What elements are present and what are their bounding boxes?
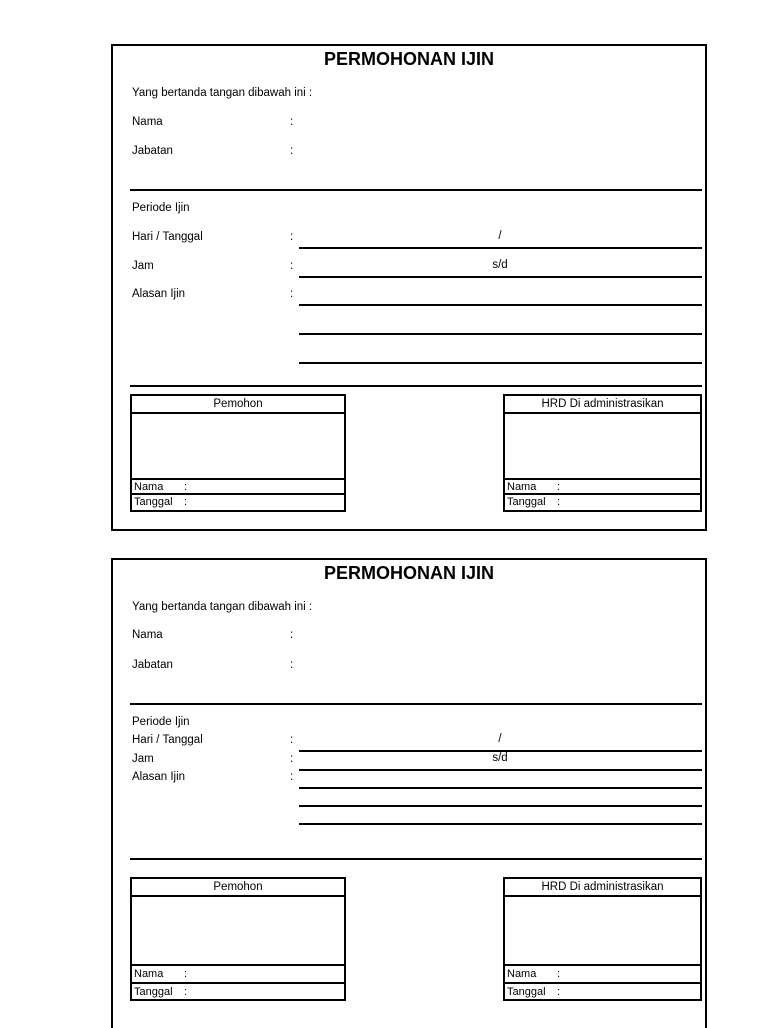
pemohon-signature-box <box>130 877 346 1001</box>
alasan-field-line-2[interactable] <box>299 805 702 807</box>
jam-colon: : <box>290 753 294 765</box>
jam-label: Jam <box>132 260 154 272</box>
hari-colon: : <box>290 734 294 746</box>
section-divider <box>130 385 702 387</box>
jabatan-label: Jabatan <box>132 659 173 671</box>
pemohon-title: Pemohon <box>132 396 344 414</box>
pemohon-title: Pemohon <box>132 879 344 897</box>
jabatan-colon: : <box>290 145 294 157</box>
alasan-field-line-1[interactable] <box>299 304 702 306</box>
hrd-tanggal-row <box>505 982 700 1000</box>
jam-colon: : <box>290 260 294 272</box>
pemohon-tanggal-row <box>132 493 344 508</box>
hrd-nama-row <box>505 964 700 982</box>
hari-tanggal-label: Hari / Tanggal <box>132 734 203 746</box>
hrd-signature-box <box>503 877 702 1001</box>
intro-text: Yang bertanda tangan dibawah ini : <box>132 87 313 99</box>
section-divider <box>130 703 702 705</box>
alasan-field-line-3[interactable] <box>299 823 702 825</box>
hari-tanggal-label: Hari / Tanggal <box>132 231 203 243</box>
hrd-tanggal-row <box>505 493 700 508</box>
hrd-nama-row <box>505 478 700 493</box>
pemohon-nama-row <box>132 964 344 982</box>
pemohon-tanggal-colon: : <box>184 496 188 508</box>
pemohon-tanggal-colon: : <box>184 986 188 998</box>
hrd-nama-colon: : <box>557 481 561 493</box>
intro-text: Yang bertanda tangan dibawah ini : <box>132 601 313 613</box>
hrd-title: HRD Di administrasikan <box>505 879 700 897</box>
pemohon-nama-colon: : <box>184 968 188 980</box>
permit-form-2 <box>111 558 707 1028</box>
hrd-tanggal-colon: : <box>557 986 561 998</box>
hrd-title: HRD Di administrasikan <box>505 396 700 414</box>
section-divider <box>130 189 702 191</box>
periode-label: Periode Ijin <box>132 716 190 728</box>
hrd-tanggal-label: Tanggal <box>507 496 546 508</box>
jam-label: Jam <box>132 753 154 765</box>
hrd-nama-colon: : <box>557 968 561 980</box>
jabatan-label: Jabatan <box>132 145 173 157</box>
alasan-field-line-2[interactable] <box>299 333 702 335</box>
alasan-label: Alasan Ijin <box>132 771 186 783</box>
nama-label: Nama <box>132 629 163 641</box>
alasan-colon: : <box>290 288 294 300</box>
form-title: PERMOHONAN IJIN <box>323 563 494 583</box>
nama-colon: : <box>290 629 294 641</box>
date-separator: / <box>498 733 502 745</box>
time-separator: s/d <box>492 752 508 764</box>
hrd-nama-label: Nama <box>507 481 537 493</box>
pemohon-nama-label: Nama <box>134 481 164 493</box>
nama-colon: : <box>290 116 294 128</box>
pemohon-nama-colon: : <box>184 481 188 493</box>
permit-form-1 <box>111 44 707 531</box>
pemohon-tanggal-row <box>132 982 344 1000</box>
hrd-tanggal-colon: : <box>557 496 561 508</box>
pemohon-tanggal-label: Tanggal <box>134 496 173 508</box>
alasan-colon: : <box>290 771 294 783</box>
hrd-signature-box <box>503 394 702 512</box>
pemohon-signature-box <box>130 394 346 512</box>
form-title: PERMOHONAN IJIN <box>323 49 494 69</box>
nama-label: Nama <box>132 116 163 128</box>
alasan-label: Alasan Ijin <box>132 288 186 300</box>
pemohon-tanggal-label: Tanggal <box>134 986 173 998</box>
jabatan-colon: : <box>290 659 294 671</box>
periode-label: Periode Ijin <box>132 202 190 214</box>
hari-colon: : <box>290 231 294 243</box>
date-separator: / <box>498 230 502 242</box>
pemohon-nama-row <box>132 478 344 493</box>
hrd-tanggal-label: Tanggal <box>507 986 546 998</box>
hari-tanggal-field-line[interactable] <box>299 247 702 249</box>
jam-field-line[interactable] <box>299 769 702 771</box>
pemohon-nama-label: Nama <box>134 968 164 980</box>
alasan-field-line-1[interactable] <box>299 787 702 789</box>
time-separator: s/d <box>492 259 508 271</box>
section-divider <box>130 858 702 860</box>
jam-field-line[interactable] <box>299 276 702 278</box>
alasan-field-line-3[interactable] <box>299 362 702 364</box>
hrd-nama-label: Nama <box>507 968 537 980</box>
